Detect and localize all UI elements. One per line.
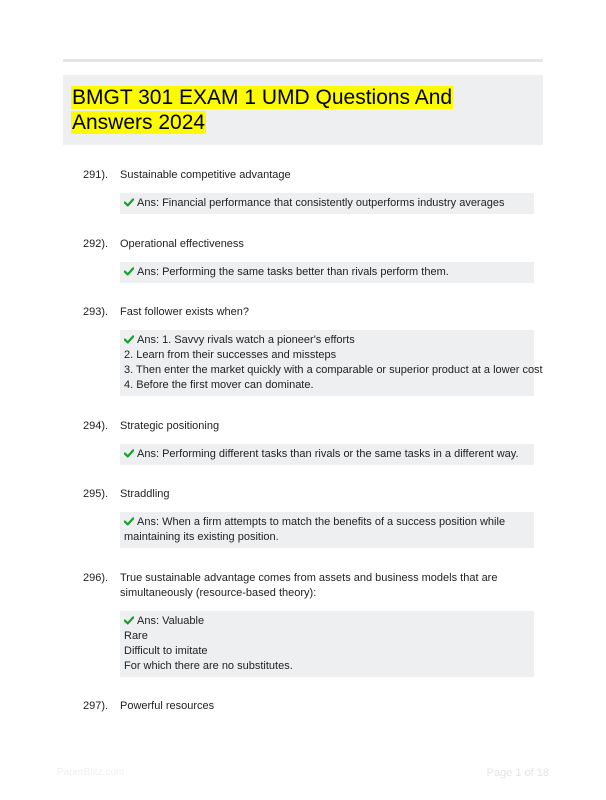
title-banner xyxy=(63,75,543,145)
question-number: 293). xyxy=(83,306,109,318)
answer-line: Difficult to imitate xyxy=(124,645,208,657)
question-text: Straddling xyxy=(120,488,170,500)
page-number: Page 1 of 18 xyxy=(486,767,549,779)
question-number: 294). xyxy=(83,420,109,432)
question-number: 291). xyxy=(83,169,109,181)
checkmark-icon xyxy=(124,335,134,344)
question-text: True sustainable advantage comes from assets and business models that are simultaneously (resource-based theory): xyxy=(120,572,498,599)
answer-box xyxy=(120,330,543,396)
question-number: 297). xyxy=(83,700,109,712)
answer-line: 4. Before the first mover can dominate. xyxy=(124,379,314,391)
answer-line: Ans: Financial performance that consistently outperforms industry averages xyxy=(124,196,534,211)
answer-box xyxy=(120,512,534,548)
answer-box xyxy=(120,193,534,214)
answer-line: For which there are no substitutes. xyxy=(124,660,293,672)
checkmark-icon xyxy=(124,267,134,276)
question-number: 292). xyxy=(83,238,109,250)
answer-line: 2. Learn from their successes and missteps xyxy=(124,349,337,361)
question-text: Powerful resources xyxy=(120,700,215,712)
answer-line: Rare xyxy=(124,630,148,642)
checkmark-icon xyxy=(124,517,134,526)
question-text: Strategic positioning xyxy=(120,420,220,432)
question-number: 295). xyxy=(83,488,109,500)
answer-line: Ans: Performing different tasks than rivals or the same tasks in a different way. xyxy=(124,447,534,462)
question-text: Fast follower exists when? xyxy=(120,306,249,318)
top-divider xyxy=(63,59,543,62)
answer-line: Ans: Performing the same tasks better than rivals perform them. xyxy=(124,265,534,280)
question-text: Sustainable competitive advantage xyxy=(120,169,291,181)
answer-box xyxy=(120,444,534,465)
answer-line: Ans: When a firm attempts to match the benefits of a success position while maintaining its existing position. xyxy=(124,516,506,543)
checkmark-icon xyxy=(124,449,134,458)
answer-line: 3. Then enter the market quickly with a comparable or superior product at a lower cost xyxy=(124,364,543,376)
answer-box xyxy=(120,262,534,283)
answer-line: Ans: Valuable xyxy=(124,614,534,629)
checkmark-icon xyxy=(124,616,134,625)
question-number: 296). xyxy=(83,572,109,584)
question-text: Operational effectiveness xyxy=(120,238,244,250)
checkmark-icon xyxy=(124,198,134,207)
answer-line: Ans: 1. Savvy rivals watch a pioneer's efforts xyxy=(124,333,534,348)
answer-box xyxy=(120,611,534,677)
document-title: BMGT 301 EXAM 1 UMD Questions And Answers 2024 xyxy=(72,86,453,134)
footer-watermark: PaperBlitz.com xyxy=(57,767,125,778)
